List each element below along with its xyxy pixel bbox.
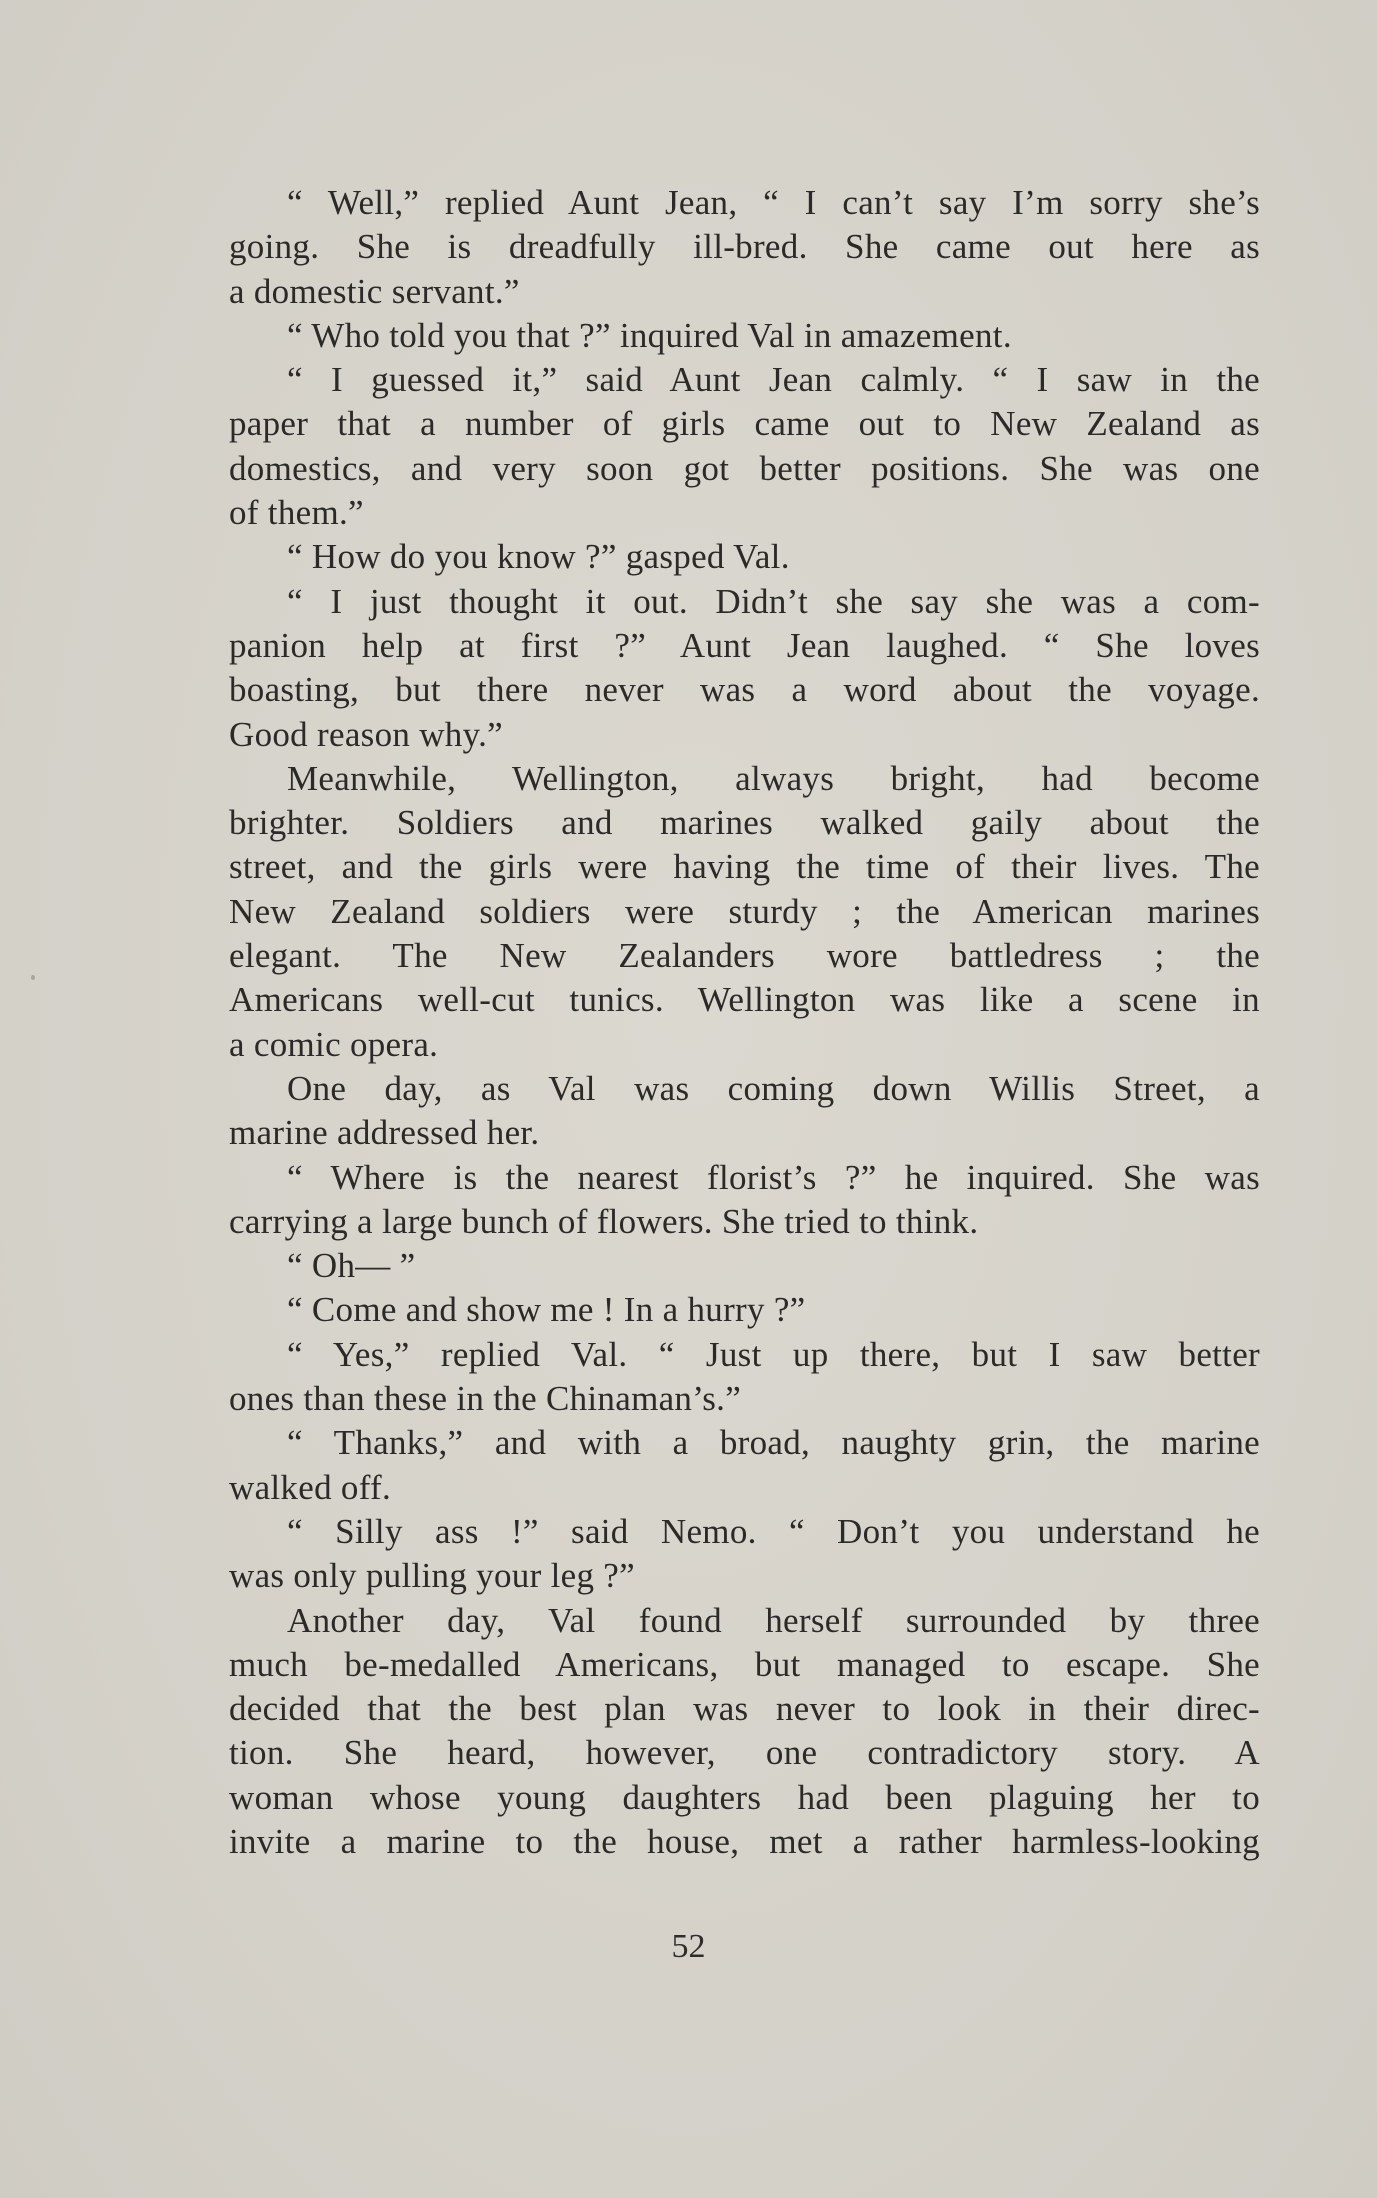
text-line: woman whose young daughters had been plaguing her to [229,1777,1260,1817]
text-line: “ Thanks,” and with a broad, naughty grin, the marine [287,1423,1260,1463]
text-line: carrying a large bunch of flowers. She tried to think. [229,1201,979,1241]
text-line: Meanwhile, Wellington, always bright, had become [287,758,1260,798]
text-line: decided that the best plan was never to look in their direc- [229,1689,1260,1729]
text-line: Good reason why.” [229,714,504,754]
text-line: Americans well-cut tunics. Wellington was like a scene in [229,980,1260,1020]
text-line: “ I just thought it out. Didn’t she say she was a com- [287,581,1260,621]
text-line: brighter. Soldiers and marines walked gaily about the [229,803,1260,843]
text-line: “ Where is the nearest florist’s ?” he inquired. She was [287,1157,1260,1197]
text-line: a comic opera. [229,1024,439,1064]
text-line: walked off. [229,1467,392,1507]
text-line: panion help at first ?” Aunt Jean laughed. “ She loves [229,625,1260,665]
text-line: Another day, Val found herself surrounded by three [287,1600,1260,1640]
text-line: tion. She heard, however, one contradictory story. A [229,1733,1260,1773]
text-line: of them.” [229,493,364,533]
text-line: “ Oh— ” [287,1246,416,1286]
text-line: much be-medalled Americans, but managed to escape. She [229,1644,1260,1684]
text-line: was only pulling your leg ?” [229,1556,635,1596]
page-speck [31,975,35,980]
text-line: a domestic servant.” [229,271,520,311]
text-line: boasting, but there never was a word about the voyage. [229,670,1260,710]
text-line: “ Yes,” replied Val. “ Just up there, but I saw better [287,1334,1260,1374]
text-line: elegant. The New Zealanders wore battledress ; the [229,936,1260,976]
text-line: “ Well,” replied Aunt Jean, “ I can’t say I’m sorry she’s [287,183,1260,222]
page-number: 52 [671,1928,706,1965]
text-line: ones than these in the Chinaman’s.” [229,1379,742,1419]
text-line: “ How do you know ?” gasped Val. [287,537,790,577]
text-line: “ Silly ass !” said Nemo. “ Don’t you understand he [287,1511,1260,1551]
text-line: One day, as Val was coming down Willis Street, a [287,1068,1260,1108]
text-line: New Zealand soldiers were sturdy ; the American marines [229,891,1260,931]
text-line: “ Who told you that ?” inquired Val in amazement. [287,315,1012,355]
text-line: going. She is dreadfully ill-bred. She came out here as [229,227,1260,267]
text-line: invite a marine to the house, met a rather harmless-looking [229,1821,1260,1861]
text-line: paper that a number of girls came out to New Zealand as [229,404,1260,444]
text-line: domestics, and very soon got better positions. She was one [229,448,1260,488]
text-line: marine addressed her. [229,1113,540,1153]
text-line: street, and the girls were having the time of their lives. The [229,847,1260,887]
text-line: “ I guessed it,” said Aunt Jean calmly. “ I saw in the [287,360,1260,400]
body-text [229,181,1260,1864]
text-line: “ Come and show me ! In a hurry ?” [287,1290,806,1330]
